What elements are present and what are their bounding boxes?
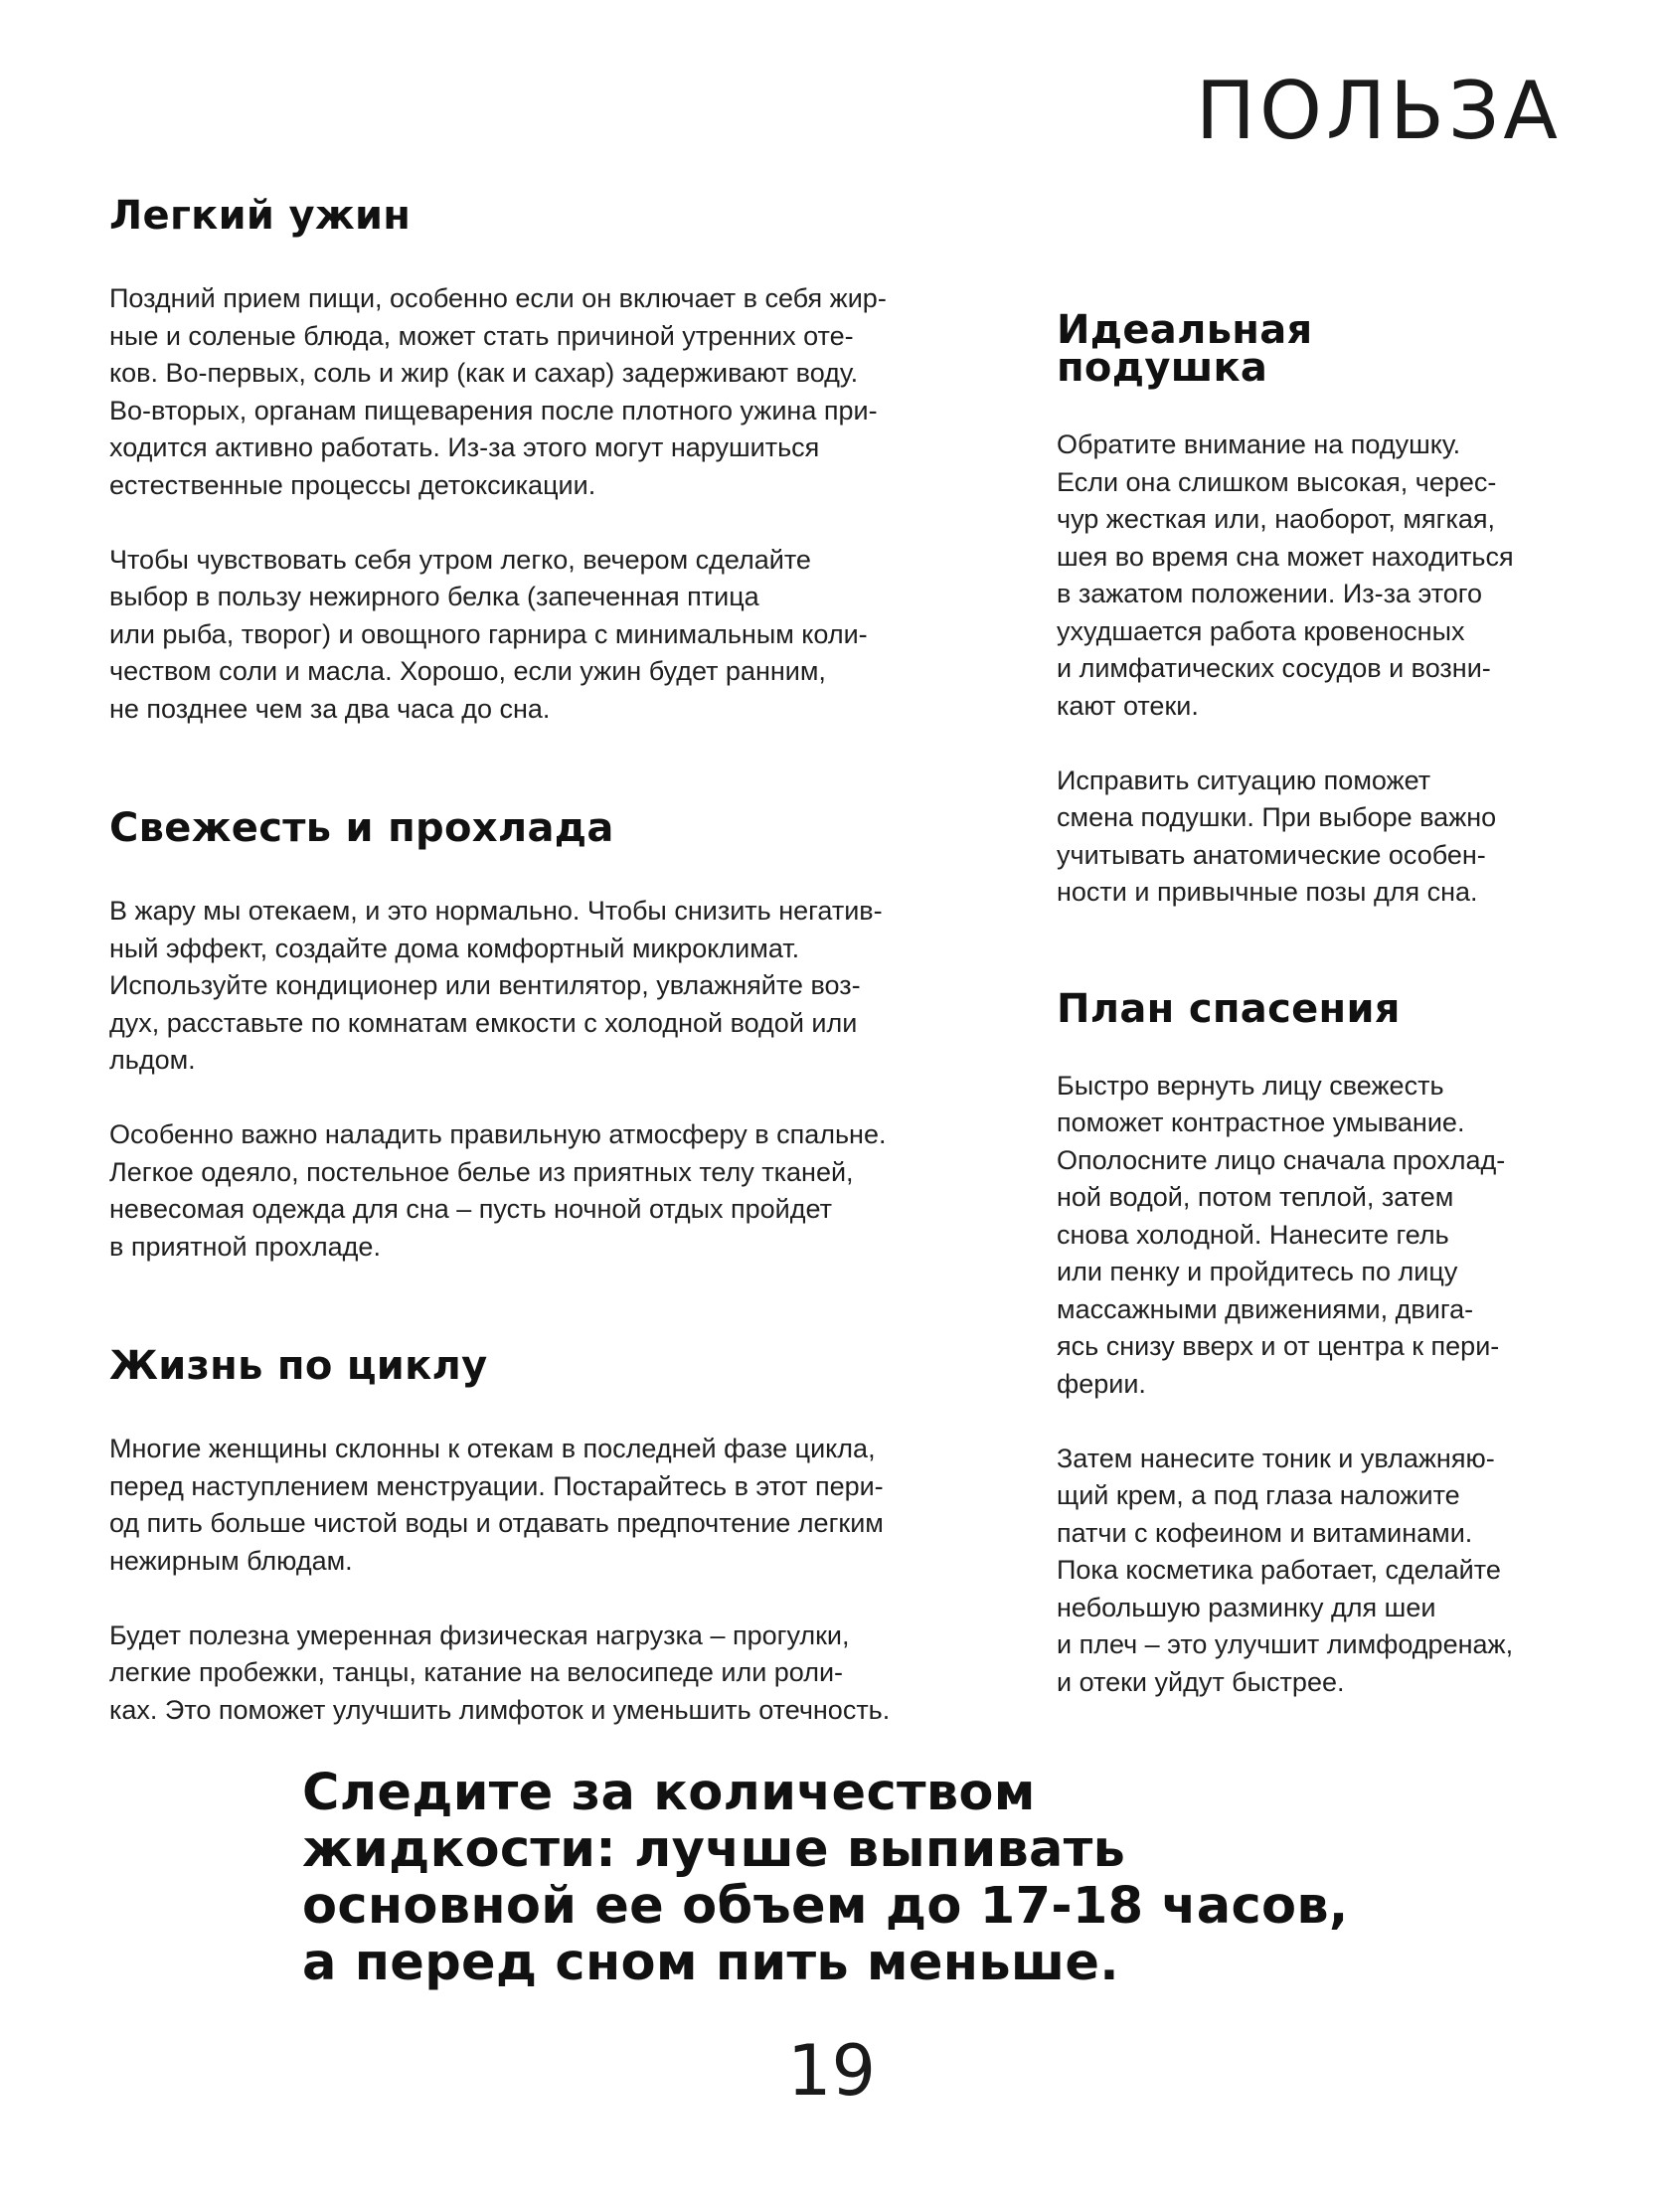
section-title: Свежесть и прохлада	[109, 805, 614, 851]
section-cycle	[109, 1343, 984, 1729]
callout-line: жидкости: лучше выпивать	[302, 1820, 1126, 1879]
paragraph: Чтобы чувствовать себя утром легко, вечером сделайте выбор в пользу нежирного белка (запеченная птица или рыба, творог) и овощного гарнира с минимальным коли- чеством соли и масла. Хорошо, если ужин будет ранним, не позднее чем за два часа до сна.	[109, 544, 868, 724]
section-title: Идеальная подушка	[1057, 307, 1313, 391]
section-title: План спасения	[1057, 985, 1401, 1032]
paragraph: Исправить ситуацию поможет смена подушки. При выборе важно учитывать анатомические особен- ности и привычные позы для сна.	[1057, 765, 1497, 907]
paragraph: Особенно важно наладить правильную атмосферу в спальне. Легкое одеяло, постельное белье из приятных телу тканей, невесомая одежда для сна – пусть ночной отдых пройдет в приятной прохладе.	[109, 1119, 887, 1262]
callout-line: Следите за количеством	[302, 1764, 1036, 1822]
section-title: Жизнь по циклу	[109, 1343, 488, 1389]
section-rescue-plan	[1057, 985, 1574, 1702]
section-light-dinner	[109, 193, 984, 728]
section-ideal-pillow	[1057, 307, 1574, 912]
callout-quote	[302, 1765, 1535, 1991]
page-number: 19	[786, 2030, 877, 2112]
paragraph: Быстро вернуть лицу свежесть поможет контрастное умывание. Ополосните лицо сначала прохлад- ной водой, потом теплой, затем снова холодной. Нанесите гель или пенку и пройдитесь по лицу массажными движениями, двига- ясь снизу вверх и от центра к пери- ферии.	[1057, 1070, 1506, 1399]
section-freshness	[109, 805, 984, 1266]
left-column	[109, 193, 984, 1729]
paragraph: Многие женщины склонны к отекам в последней фазе цикла, перед наступлением менструации. Постарайтесь в этот пери- од пить больше чистой воды и отдавать предпочтение легким нежирным блюдам.	[109, 1434, 884, 1576]
paragraph: В жару мы отекаем, и это нормально. Чтобы снизить негатив- ный эффект, создайте дома комфортный микроклимат. Используйте кондиционер или вентилятор, увлажняйте воз- дух, расставьте по комнатам емкости с холодной водой или льдом.	[109, 896, 883, 1075]
paragraph: Будет полезна умеренная физическая нагрузка – прогулки, легкие пробежки, танцы, катание на велосипеде или роли- ках. Это поможет улучшить лимфоток и уменьшить отечность.	[109, 1619, 891, 1725]
section-title: Легкий ужин	[109, 193, 412, 239]
callout-line: а перед сном пить меньше.	[302, 1934, 1119, 1992]
paragraph: Поздний прием пищи, особенно если он включает в себя жир- ные и соленые блюда, может стать причиной утренних оте- ков. Во-первых, соль и жир (как и сахар) задерживают воду. Во-вторых, органам пищеварения после плотного ужина при- ходится активно работать. Из-за этого могут нарушиться естественные процессы детоксикации.	[109, 283, 887, 500]
callout-line: основной ее объем до 17-18 часов,	[302, 1877, 1349, 1936]
paragraph: Обратите внимание на подушку. Если она слишком высокая, черес- чур жесткая или, наоборот, мягкая, шея во время сна может находиться в зажатом положении. Из-за этого ухудшается работа кровеносных и лимфатических сосудов и возни- кают отеки.	[1057, 429, 1514, 721]
right-column	[1057, 307, 1574, 1701]
page-title: ПОЛЬЗА	[1195, 65, 1562, 157]
paragraph: Затем нанесите тоник и увлажняю- щий крем, а под глаза наложите патчи с кофеином и витаминами. Пока косметика работает, сделайте небольшую разминку для шеи и плеч – это улучшит лимфодренаж, и отеки уйдут быстрее.	[1057, 1443, 1514, 1697]
